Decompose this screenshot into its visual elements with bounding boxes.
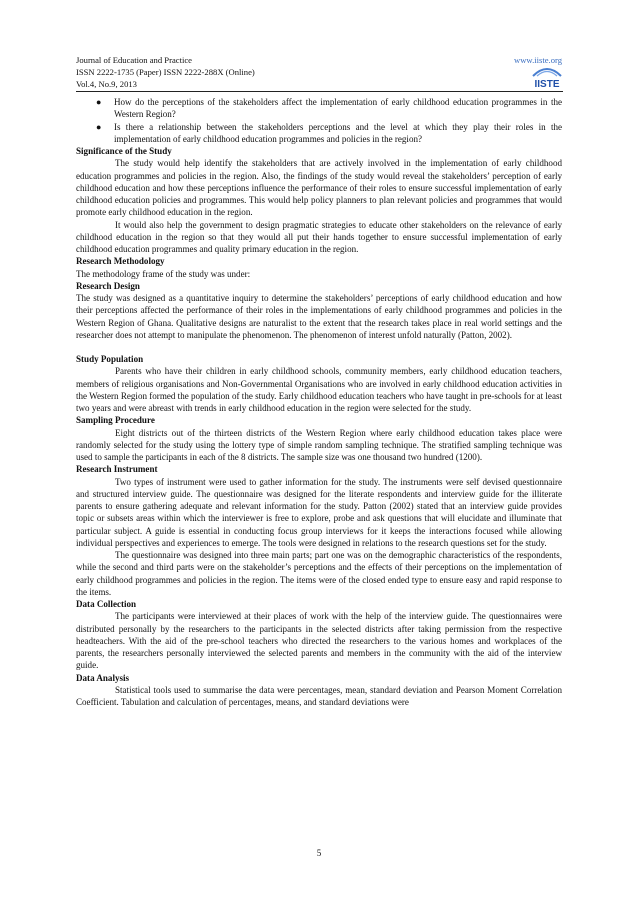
iiste-logo [531,64,563,90]
list-item [76,96,562,121]
paragraph: The participants were interviewed at their places of work with the help of the interview guide. The questionnaires were distributed personally by the researchers to the participants in the selected districts after taking permission from the respective headteachers. With the aid of the pre-school teachers who directed the researchers to the various homes and workplaces of the parents, the researchers personally interviewed the selected parents and members in the community with the aid of the interview guide. [76,611,562,671]
paragraph: The methodology frame of the study was under: [76,268,251,279]
section-heading: Sampling Procedure [76,415,155,426]
paragraph: Eight districts out of the thirteen districts of the Western Region where early childhood education takes place were randomly selected for the study using the lottery type of simple random sampling technique. The stratified sampling technique was used to sample the participants in each of the 8 districts. The sample size was one thousand two hundred (1200). [76,427,562,462]
bullet-icon: ● [96,121,102,132]
journal-header-line [76,54,562,66]
list-item-text: Is there a relationship between the stakeholders perceptions and the level at which they play their roles in the implementation of early childhood education programmes and policies in the region? [114,121,562,144]
header-rule [76,91,563,92]
section-heading: Significance of the Study [76,146,172,156]
list-item [76,121,562,146]
svg-text:IISTE: IISTE [534,79,560,90]
list-item-text: How do the perceptions of the stakeholders affect the implementation of early childhood education programmes in the Western Region? [114,97,562,120]
section-heading: Research Instrument [76,464,158,475]
section-heading: Research Design [76,280,140,291]
page-number: 5 [316,848,322,858]
paragraph: It would also help the government to design pragmatic strategies to educate other stakeholders on the relevance of early childhood education in the region so that they would all put their hands together to ensure successful implementation of early childhood education programmes and quality primary education in the region. [76,219,562,254]
journal-name: Journal of Education and Practice [76,55,192,65]
paragraph: Statistical tools used to summarise the data were percentages, mean, standard deviation and Pearson Moment Correlation Coefficient. Tabulation and calculation of percentages, means, and standard deviations were [76,684,562,707]
paragraph: The study would help identify the stakeholders that are actively involved in the implementation of early childhood education programmes and policies in the region. Also, the findings of the study would reveal the stakeholders’ perception of early childhood education and how these perceptions influence the performance of their roles to ensure successful implementation of early childhood education policies and programmes. This would help policy planners to plan relevant policies and programmes that would promote early childhood education in the region. [76,158,562,218]
paragraph: Parents who have their children in early childhood schools, community members, early childhood education teachers, members of religious organisations and Non-Governmental Organisations who are involved in early childhood education activities in the Western Region formed the population of the study. Early childhood education teachers who have taught in pre-schools for at least two years and were abreast with trends in early childhood education in the region were selected for the study. [76,366,562,413]
issn-line: ISSN 2222-1735 (Paper) ISSN 2222-288X (Online) [76,67,255,77]
volume-line: Vol.4, No.9, 2013 [76,79,137,89]
research-question-list [76,96,562,145]
bullet-icon: ● [96,97,102,107]
spacer [76,341,562,353]
article-body [76,96,562,708]
journal-url-link[interactable]: www.iiste.org [514,55,562,65]
section-heading: Study Population [76,354,144,364]
paragraph: The study was designed as a quantitative inquiry to determine the stakeholders’ perceptions of early childhood education and how their perceptions affected the performance of their roles in the implementations of early childhood programmes and policies in the Western Region of Ghana. Qualitative designs are naturalist to the extent that the research takes place in real world settings and the researcher does not attempt to manipulate the phenomenon. The phenomenon of interest unfold naturally (Patton, 2002). [76,293,562,340]
section-heading: Research Methodology [76,256,165,267]
paragraph: The questionnaire was designed into three main parts; part one was on the demographic characteristics of the respondents, while the second and third parts were on the stakeholder’s perceptions and the effects of their perceptions on the implementation of early childhood programmes and policies in the region. The items were of the closed ended type to ensure easy and rapid response to the items. [76,550,562,597]
section-heading: Data Analysis [76,672,130,683]
paragraph: Two types of instrument were used to gather information for the study. The instruments were self devised questionnaire and structured interview guide. The questionnaire was designed for the literate respondents and interview guide for the illiterate parents to ensure gathering adequate and relevant information for the study. Patton (2002) stated that an interview guide provides topic or subsets areas within which the interviewer is free to explore, probe and ask questions that will elucidate and illuminate that particular subject. A guide is essential in conducting focus group interviews for it keeps the interactions focused while allowing individual perspectives and experiences to emerge. The tools were designed in relations to the research questions set for the study. [76,476,562,548]
section-heading: Data Collection [76,599,137,609]
